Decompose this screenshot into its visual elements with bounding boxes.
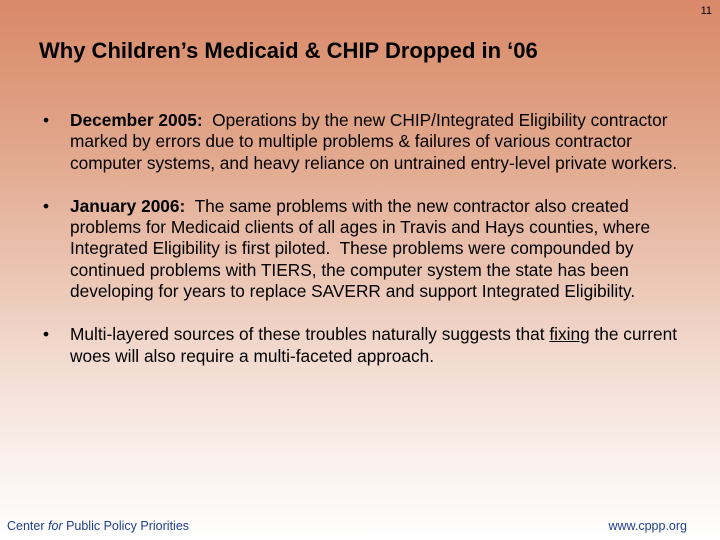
footer-organization <box>7 519 189 533</box>
bullet-text: the current woes will also require a multi-faceted approach. <box>70 324 678 366</box>
footer-url[interactable]: www.cppp.org <box>608 519 687 533</box>
bullet-text: The same problems with the new contractor also created problems for Medicaid clients of all ages in Travis and Hays counties, where Integrated Eligibility is first piloted. These problems were compounded by continued problems with TIERS, the computer system the state has been developing for years to replace SAVERR and support Integrated Eligibility. <box>70 195 655 302</box>
bullet-list <box>38 110 688 389</box>
slide-number: 11 <box>700 5 712 17</box>
bullet-lead: January 2006: <box>70 195 186 216</box>
underlined-word: fixing <box>549 324 590 345</box>
bullet-icon: • <box>43 195 50 216</box>
footer-org-prefix: Center <box>7 519 48 533</box>
footer-org-suffix: Public Policy Priorities <box>62 519 190 533</box>
bullet-item-multi-layered <box>38 324 688 367</box>
bullet-icon: • <box>43 110 50 130</box>
bullet-lead: December 2005: <box>70 110 203 130</box>
slide-title: Why Children’s Medicaid & CHIP Dropped in ‘06 <box>39 38 538 63</box>
bullet-text: Multi-layered sources of these troubles naturally suggests that <box>70 324 550 345</box>
footer-org-italic: for <box>48 519 63 533</box>
bullet-text: Operations by the new CHIP/Integrated Eligibility contractor marked by errors due to multiple problems & failures of various contractor computer systems, and heavy reliance on untrained entry-level private workers. <box>70 110 678 173</box>
bullet-item-january-2006 <box>38 196 688 302</box>
bullet-icon: • <box>43 324 50 345</box>
bullet-item-december-2005 <box>38 110 688 174</box>
